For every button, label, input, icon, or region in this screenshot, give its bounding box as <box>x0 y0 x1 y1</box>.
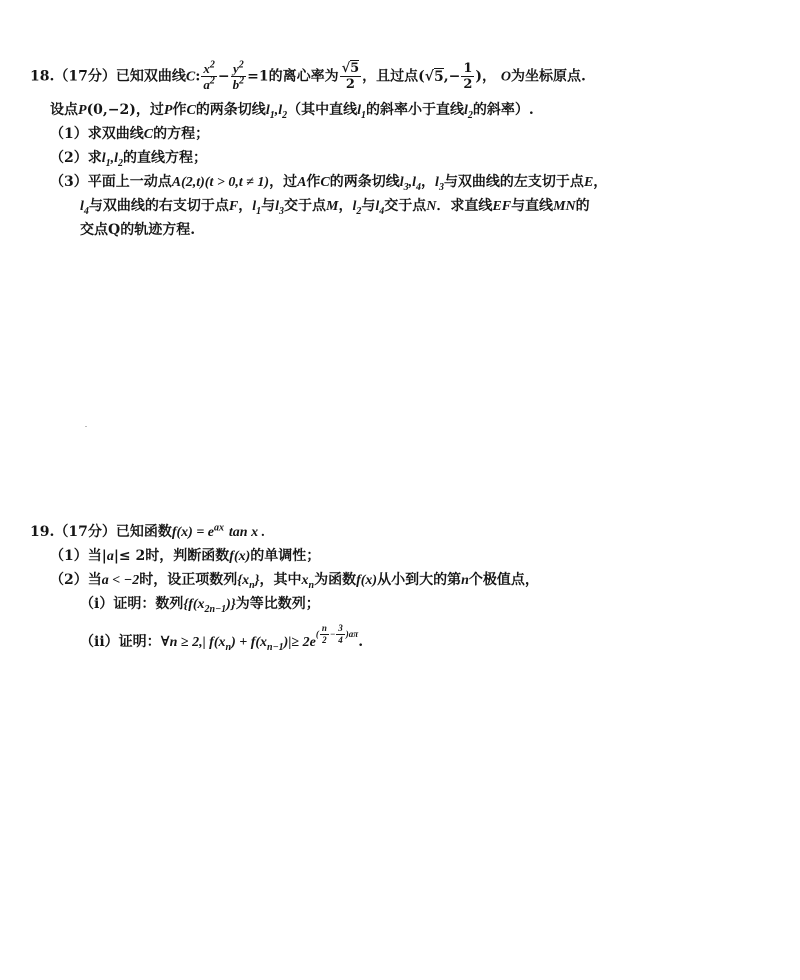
q18-text: 交点Q的轨迹方程. <box>80 222 196 238</box>
sequence-f: {f(x <box>183 597 205 612</box>
q19-text: 为函数 <box>314 572 357 588</box>
q18-text: （2）求 <box>50 150 102 166</box>
sequence-x-close: } <box>254 573 260 588</box>
q18-line1: 18.（17分）已知双曲线C: $\frac{x^2}{a^2}$ − $\frac{y^2}{b^2}$ =1的离心率为 $\frac{√5}{2}$ ，且过点(√5,− $\frac{1}{2}$ )， O为坐标原点. <box>30 59 586 92</box>
q19-text: 为等比数列； <box>235 596 320 612</box>
q18-part2 <box>50 148 207 169</box>
line-l2: $l_2$ <box>463 103 473 121</box>
q18-text: 与直线 <box>511 198 554 214</box>
origin-O: O <box>500 69 512 85</box>
line-l2: $l_2$ <box>352 199 362 217</box>
line-l3: $l_3$ <box>435 175 444 193</box>
function-f: f(x) <box>356 573 378 588</box>
q18-text: （3）平面上一动点 <box>50 174 172 190</box>
point-N: N <box>426 199 437 214</box>
equation-rhs: =1 <box>247 68 269 85</box>
inequality-lhs: ∀n ≥ 2,| f(x <box>160 635 226 650</box>
point-fraction: $\frac{1}{2}$ <box>463 61 473 92</box>
scan-speck <box>85 426 87 427</box>
q18-text: ， <box>421 174 436 190</box>
q18-text: 设点 <box>50 102 78 118</box>
line-l1: $l_1$ <box>252 199 262 217</box>
q18-text: 与 <box>261 198 276 214</box>
q18-text: （1）求双曲线 <box>50 126 144 142</box>
q19-sub-i <box>80 594 320 615</box>
q19-points: （17分） <box>54 524 116 540</box>
q18-line2 <box>50 100 534 121</box>
q19-text: 个极值点， <box>468 572 539 588</box>
q18-text: ．求直线 <box>436 198 493 214</box>
q18-text: 的方程； <box>153 126 210 142</box>
subscript-n: n <box>308 579 315 591</box>
q18-text: 的两条切线 <box>329 174 400 190</box>
q18-text: 的直线方程； <box>123 150 208 166</box>
line-EF: EF <box>492 199 512 214</box>
q19-text: （1）当| <box>50 548 107 564</box>
sequence-f-close: )} <box>226 597 236 612</box>
q18-text: 的斜率小于直线 <box>365 102 464 118</box>
q18-text: ，过 <box>269 174 298 190</box>
q18-text: 与双曲线的左支切于点 <box>443 174 584 190</box>
q18-text: ， <box>338 198 353 214</box>
line-l1: $l_1$ <box>357 103 366 121</box>
eccentricity-fraction: $\frac{√5}{2}$ <box>341 61 360 92</box>
q18-text: 交于点 <box>284 198 327 214</box>
q18-text: 的 <box>575 198 590 214</box>
subscript-n: n <box>249 579 255 591</box>
q18-text: ， <box>482 68 497 85</box>
q19-text: |≤ 2时，判断函数 <box>113 548 230 564</box>
q18-text: ，且过点 <box>362 68 419 85</box>
q18-part3 <box>50 172 607 193</box>
line-l4: $l_4$ <box>80 199 89 217</box>
q19-part2 <box>50 570 539 591</box>
exponent-expression: ( n 2 − 3 4 )aπ <box>315 623 359 646</box>
q18-points: （17分） <box>54 68 116 85</box>
inequality-rhs: )|≥ 2e <box>283 635 316 650</box>
A-coords: A(2,t)(t > 0,t ≠ 1) <box>171 175 270 190</box>
q19-text: 已知函数 <box>115 524 172 540</box>
lines-l3-l4: $l_3,l_4$ <box>399 175 422 193</box>
q18-text: 作 <box>306 174 321 190</box>
q19-part1 <box>50 546 320 567</box>
point-A: A <box>297 175 307 190</box>
point-E: E <box>583 175 594 190</box>
q18-text: （其中直线 <box>287 102 358 118</box>
fraction-x2-a2: $\frac{x^2}{a^2}$ <box>203 59 215 92</box>
curve-C: C <box>185 69 196 85</box>
subscript-2n-1: 2n−1 <box>204 603 227 615</box>
q18-text: 交于点 <box>384 198 427 214</box>
q18-text: 的斜率）. <box>472 102 534 118</box>
line-MN: MN <box>553 199 576 214</box>
q18-text: 的两条切线 <box>195 102 266 118</box>
q19-number: 19. <box>30 524 55 540</box>
sequence-x: {x <box>237 573 250 588</box>
q18-text: 的离心率为 <box>268 68 339 85</box>
q18-text: ， <box>238 198 253 214</box>
point-sqrt: 5 <box>434 68 444 85</box>
q18-text: ， <box>593 174 608 190</box>
q18-text: 已知双曲线 <box>115 68 186 85</box>
function-exponent: ax <box>214 522 225 534</box>
q19-text: ，其中 <box>259 572 302 588</box>
q19-text: （i）证明：数列 <box>80 596 184 612</box>
point-P: P <box>78 103 87 118</box>
line-l3: $l_3$ <box>275 199 285 217</box>
q18-text: 作 <box>172 102 187 118</box>
q19-text: （ii）证明： <box>80 634 161 650</box>
q18-part1 <box>50 124 209 145</box>
q18-text: 与双曲线的右支切于点 <box>88 198 229 214</box>
q18-text: ，过 <box>135 102 164 118</box>
condition-a: a < −2 <box>101 573 140 588</box>
var-x: x <box>301 573 309 588</box>
curve-C: C <box>320 175 330 190</box>
q18-part3-end <box>80 220 195 240</box>
function-f: f(x) <box>229 549 251 564</box>
curve-C: C <box>143 127 154 142</box>
q19-text: 从小到大的第 <box>377 572 462 588</box>
q19-sub-ii <box>80 623 364 654</box>
subscript-n: n <box>225 641 232 653</box>
lines-l1-l2: $l_1,l_2$ <box>101 151 124 169</box>
subscript-n-1: n−1 <box>267 641 284 653</box>
q19-text: 的单调性； <box>250 548 321 564</box>
q19-line1 <box>30 522 265 543</box>
function-tan: tan x . <box>228 525 266 540</box>
q18-number: 18. <box>30 68 55 85</box>
curve-C: C <box>186 103 196 118</box>
point-F: F <box>228 199 239 214</box>
q18-text: 与 <box>361 198 376 214</box>
var-a: a <box>106 549 114 564</box>
point-M: M <box>326 199 339 214</box>
lines-l1-l2: $l_1,l_2$ <box>265 103 288 121</box>
P-coords: (0,−2) <box>86 102 136 118</box>
q19-text: （2）当 <box>50 572 102 588</box>
q19-text: . <box>358 634 364 650</box>
var-n: n <box>461 573 469 588</box>
q18-text: 为坐标原点. <box>511 68 586 85</box>
function-def: f(x) = e <box>171 525 215 540</box>
inequality-mid: ) + f(x <box>231 635 268 650</box>
q19-text: 时，设正项数列 <box>139 572 238 588</box>
q18-part3-cont <box>80 196 590 217</box>
point-P: P <box>163 103 173 118</box>
line-l4: $l_4$ <box>375 199 385 217</box>
fraction-y2-b2: $\frac{y^2}{b^2}$ <box>232 59 245 92</box>
